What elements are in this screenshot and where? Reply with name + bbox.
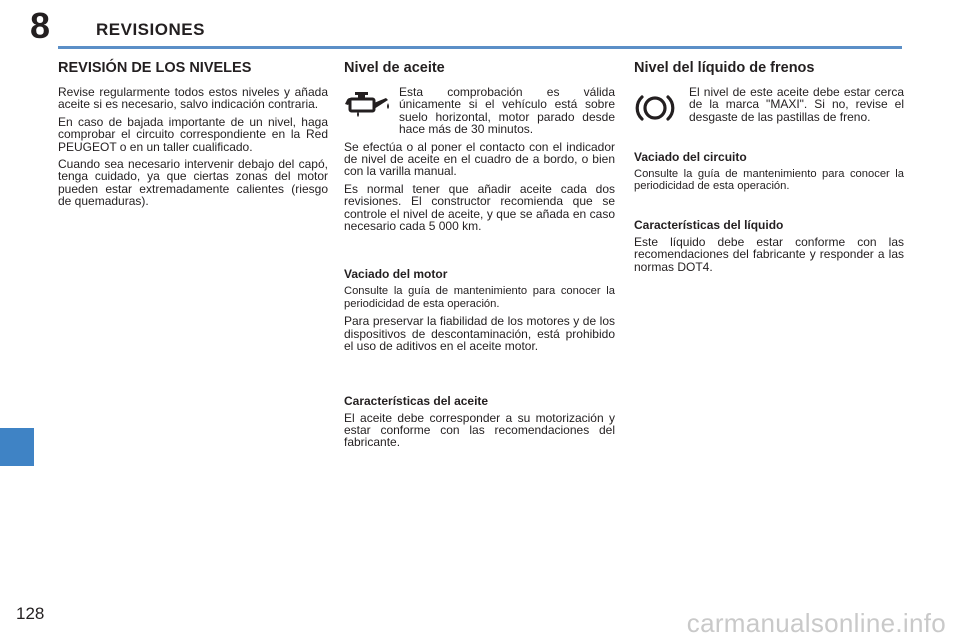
page-number: 128 <box>16 604 45 623</box>
header-rule <box>58 46 902 49</box>
engine-drain-paragraph-1: Consulte la guía de mantenimiento para conocer la periodicidad de esta operación. <box>344 285 615 310</box>
oil-level-paragraph-3: Es normal tener que añadir aceite cada dos revisiones. El constructor recomienda que se controle el nivel de aceite, y que se añada en caso necesario cada 5 000 km. <box>344 181 615 234</box>
engine-drain-paragraph-2: Para preservar la fiabilidad de los motores y de los dispositivos de descontaminación, está prohibido el uso de aditivos en el aceite motor. <box>344 314 615 354</box>
brake-fluid-section <box>634 60 904 278</box>
chapter-title: REVISIONES <box>96 20 205 39</box>
fluid-characteristics-title: Características del líquido <box>634 217 784 232</box>
watermark: carmanualsonline.info <box>686 608 946 638</box>
oil-characteristics-paragraph: El aceite debe corresponder a su motorización y estar conforme con las recomendaciones del fabricante. <box>344 410 615 450</box>
levels-section <box>58 60 328 213</box>
levels-paragraph-2: En caso de bajada importante de un nivel, haga comprobar el circuito correspondiente en la Red PEUGEOT o en un taller cualificado. <box>58 114 328 154</box>
oil-level-title: Nivel de aceite <box>344 60 445 76</box>
chapter-tab <box>0 428 34 466</box>
oil-level-note-text: Esta comprobación es válida únicamente si el vehículo está sobre suelo horizontal, motor parado desde hace más de 30 minutos. <box>399 85 615 137</box>
circuit-drain-title: Vaciado del circuito <box>634 150 747 164</box>
brake-fluid-title: Nivel del líquido de frenos <box>634 60 815 76</box>
levels-paragraph-1: Revise regularmente todos estos niveles y añada aceite si es necesario, salvo indicación contraria. <box>58 85 328 112</box>
engine-drain-title: Vaciado del motor <box>344 267 448 282</box>
chapter-number: 8 <box>30 5 51 46</box>
circuit-drain-paragraph: Consulte la guía de mantenimiento para conocer la periodicidad de esta operación. <box>634 168 904 193</box>
oil-can-icon <box>344 90 390 118</box>
levels-title: REVISIÓN DE LOS NIVELES <box>58 60 252 76</box>
oil-level-section <box>344 60 615 454</box>
oil-characteristics-title: Características del aceite <box>344 393 489 408</box>
brake-warning-icon <box>634 92 676 124</box>
fluid-characteristics-paragraph: Este líquido debe estar conforme con las recomendaciones del fabricante y responder a las normas DOT4. <box>634 234 904 274</box>
levels-paragraph-3: Cuando sea necesario intervenir debajo del capó, tenga cuidado, ya que ciertas zonas del motor pueden estar extremadamente calientes (riesgo de quemaduras). <box>58 157 328 209</box>
oil-level-note <box>344 86 615 136</box>
brake-fluid-note <box>634 86 904 129</box>
oil-level-paragraph-2: Se efectúa o al poner el contacto con el indicador de nivel de aceite en el cuadro de a bordo, o bien con la varilla manual. <box>344 139 615 179</box>
brake-fluid-note-text: El nivel de este aceite debe estar cerca de la marca "MAXI". Si no, revise el desgaste de las pastillas de freno. <box>689 85 904 124</box>
